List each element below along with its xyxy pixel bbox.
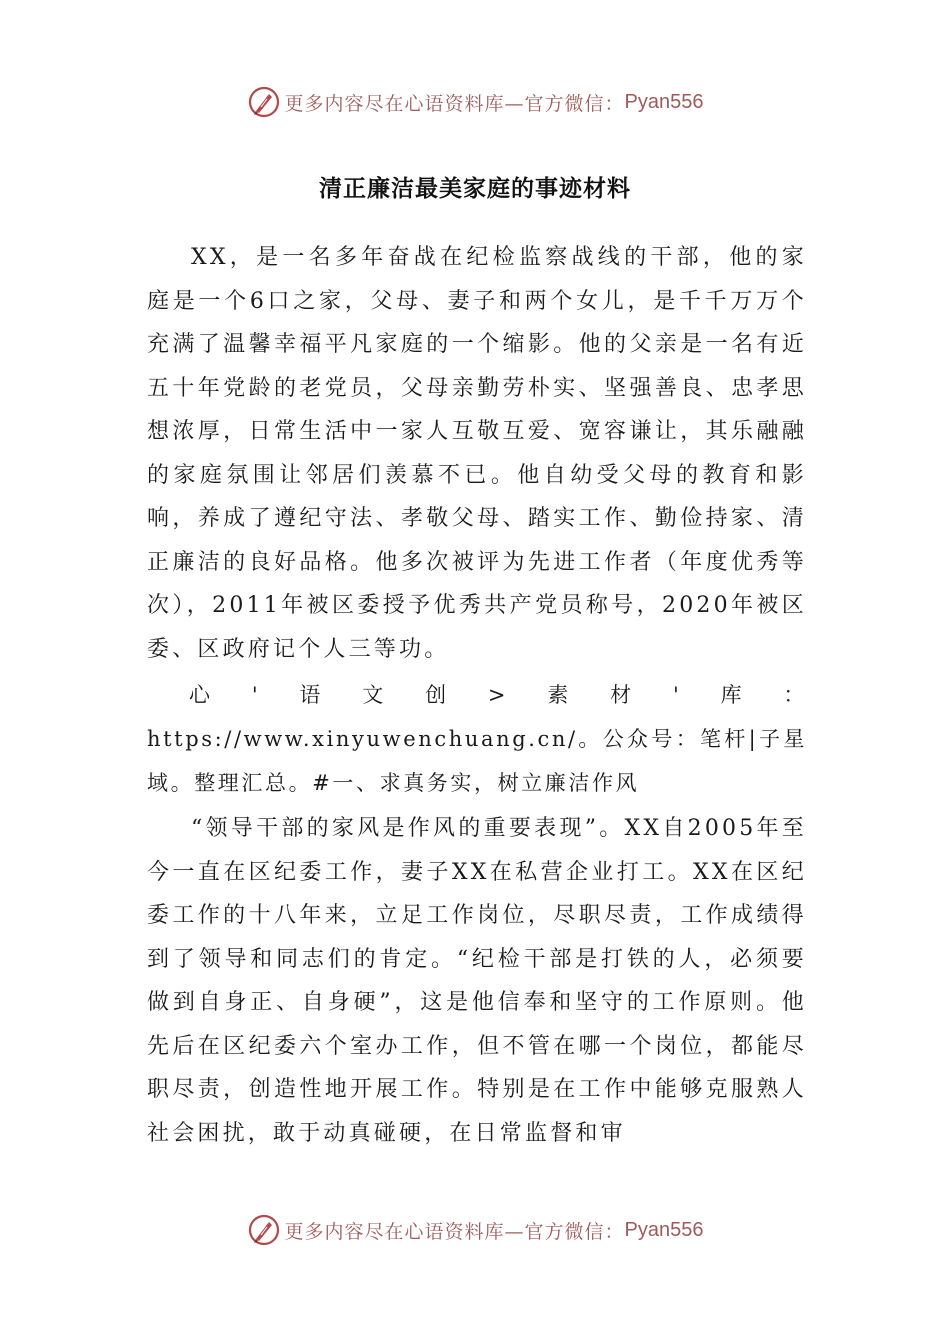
document-title: 清正廉洁最美家庭的事迹材料 xyxy=(319,175,631,202)
document-body xyxy=(147,236,807,1155)
footer-banner xyxy=(0,1208,950,1252)
banner-text: 更多内容尽在心语资料库—官方微信： xyxy=(284,1220,625,1243)
wechat-id: Pyan556 xyxy=(624,90,704,113)
banner-text: 更多内容尽在心语资料库—官方微信： xyxy=(284,92,625,115)
header-banner xyxy=(0,80,950,124)
quill-pen-icon xyxy=(247,1213,281,1247)
paragraph: 心'语文创>素材'库：https://www.xinyuwenchuang.cn/。公众号：笔杆|子星域。整理汇总。#一、求真务实，树立廉洁作风 xyxy=(147,683,807,795)
wechat-id: Pyan556 xyxy=(624,1218,704,1241)
paragraph: “领导干部的家风是作风的重要表现”。XX自2005年至今一直在区纪委工作，妻子XX在私营企业打工。XX在区纪委工作的十八年来，立足工作岗位，尽职尽责，工作成绩得到了领导和同志们的肯定。“纪检干部是打铁的人，必须要做到自身正、自身硬”，这是他信奉和坚守的工作原则。他先后在区纪委六个室办工作，但不管在哪一个岗位，都能尽职尽责，创造性地开展工作。特别是在工作中能够克服熟人社会困扰，敢于动真碰硬，在日常监督和审 xyxy=(147,816,807,1146)
paragraph: XX，是一名多年奋战在纪检监察战线的干部，他的家庭是一个6口之家，父母、妻子和两个女儿，是千千万万个充满了温馨幸福平凡家庭的一个缩影。他的父亲是一名有近五十年党龄的老党员，父母亲勤劳朴实、坚强善良、忠孝思想浓厚，日常生活中一家人互敬互爱、宽容谦让，其乐融融的家庭氛围让邻居们羡慕不已。他自幼受父母的教育和影响，养成了遵纪守法、孝敬父母、踏实工作、勤俭持家、清正廉洁的良好品格。他多次被评为先进工作者（年度优秀等次），2011年被区委授予优秀共产党员称号，2020年被区委、区政府记个人三等功。 xyxy=(147,245,807,662)
quill-pen-icon xyxy=(247,85,281,119)
